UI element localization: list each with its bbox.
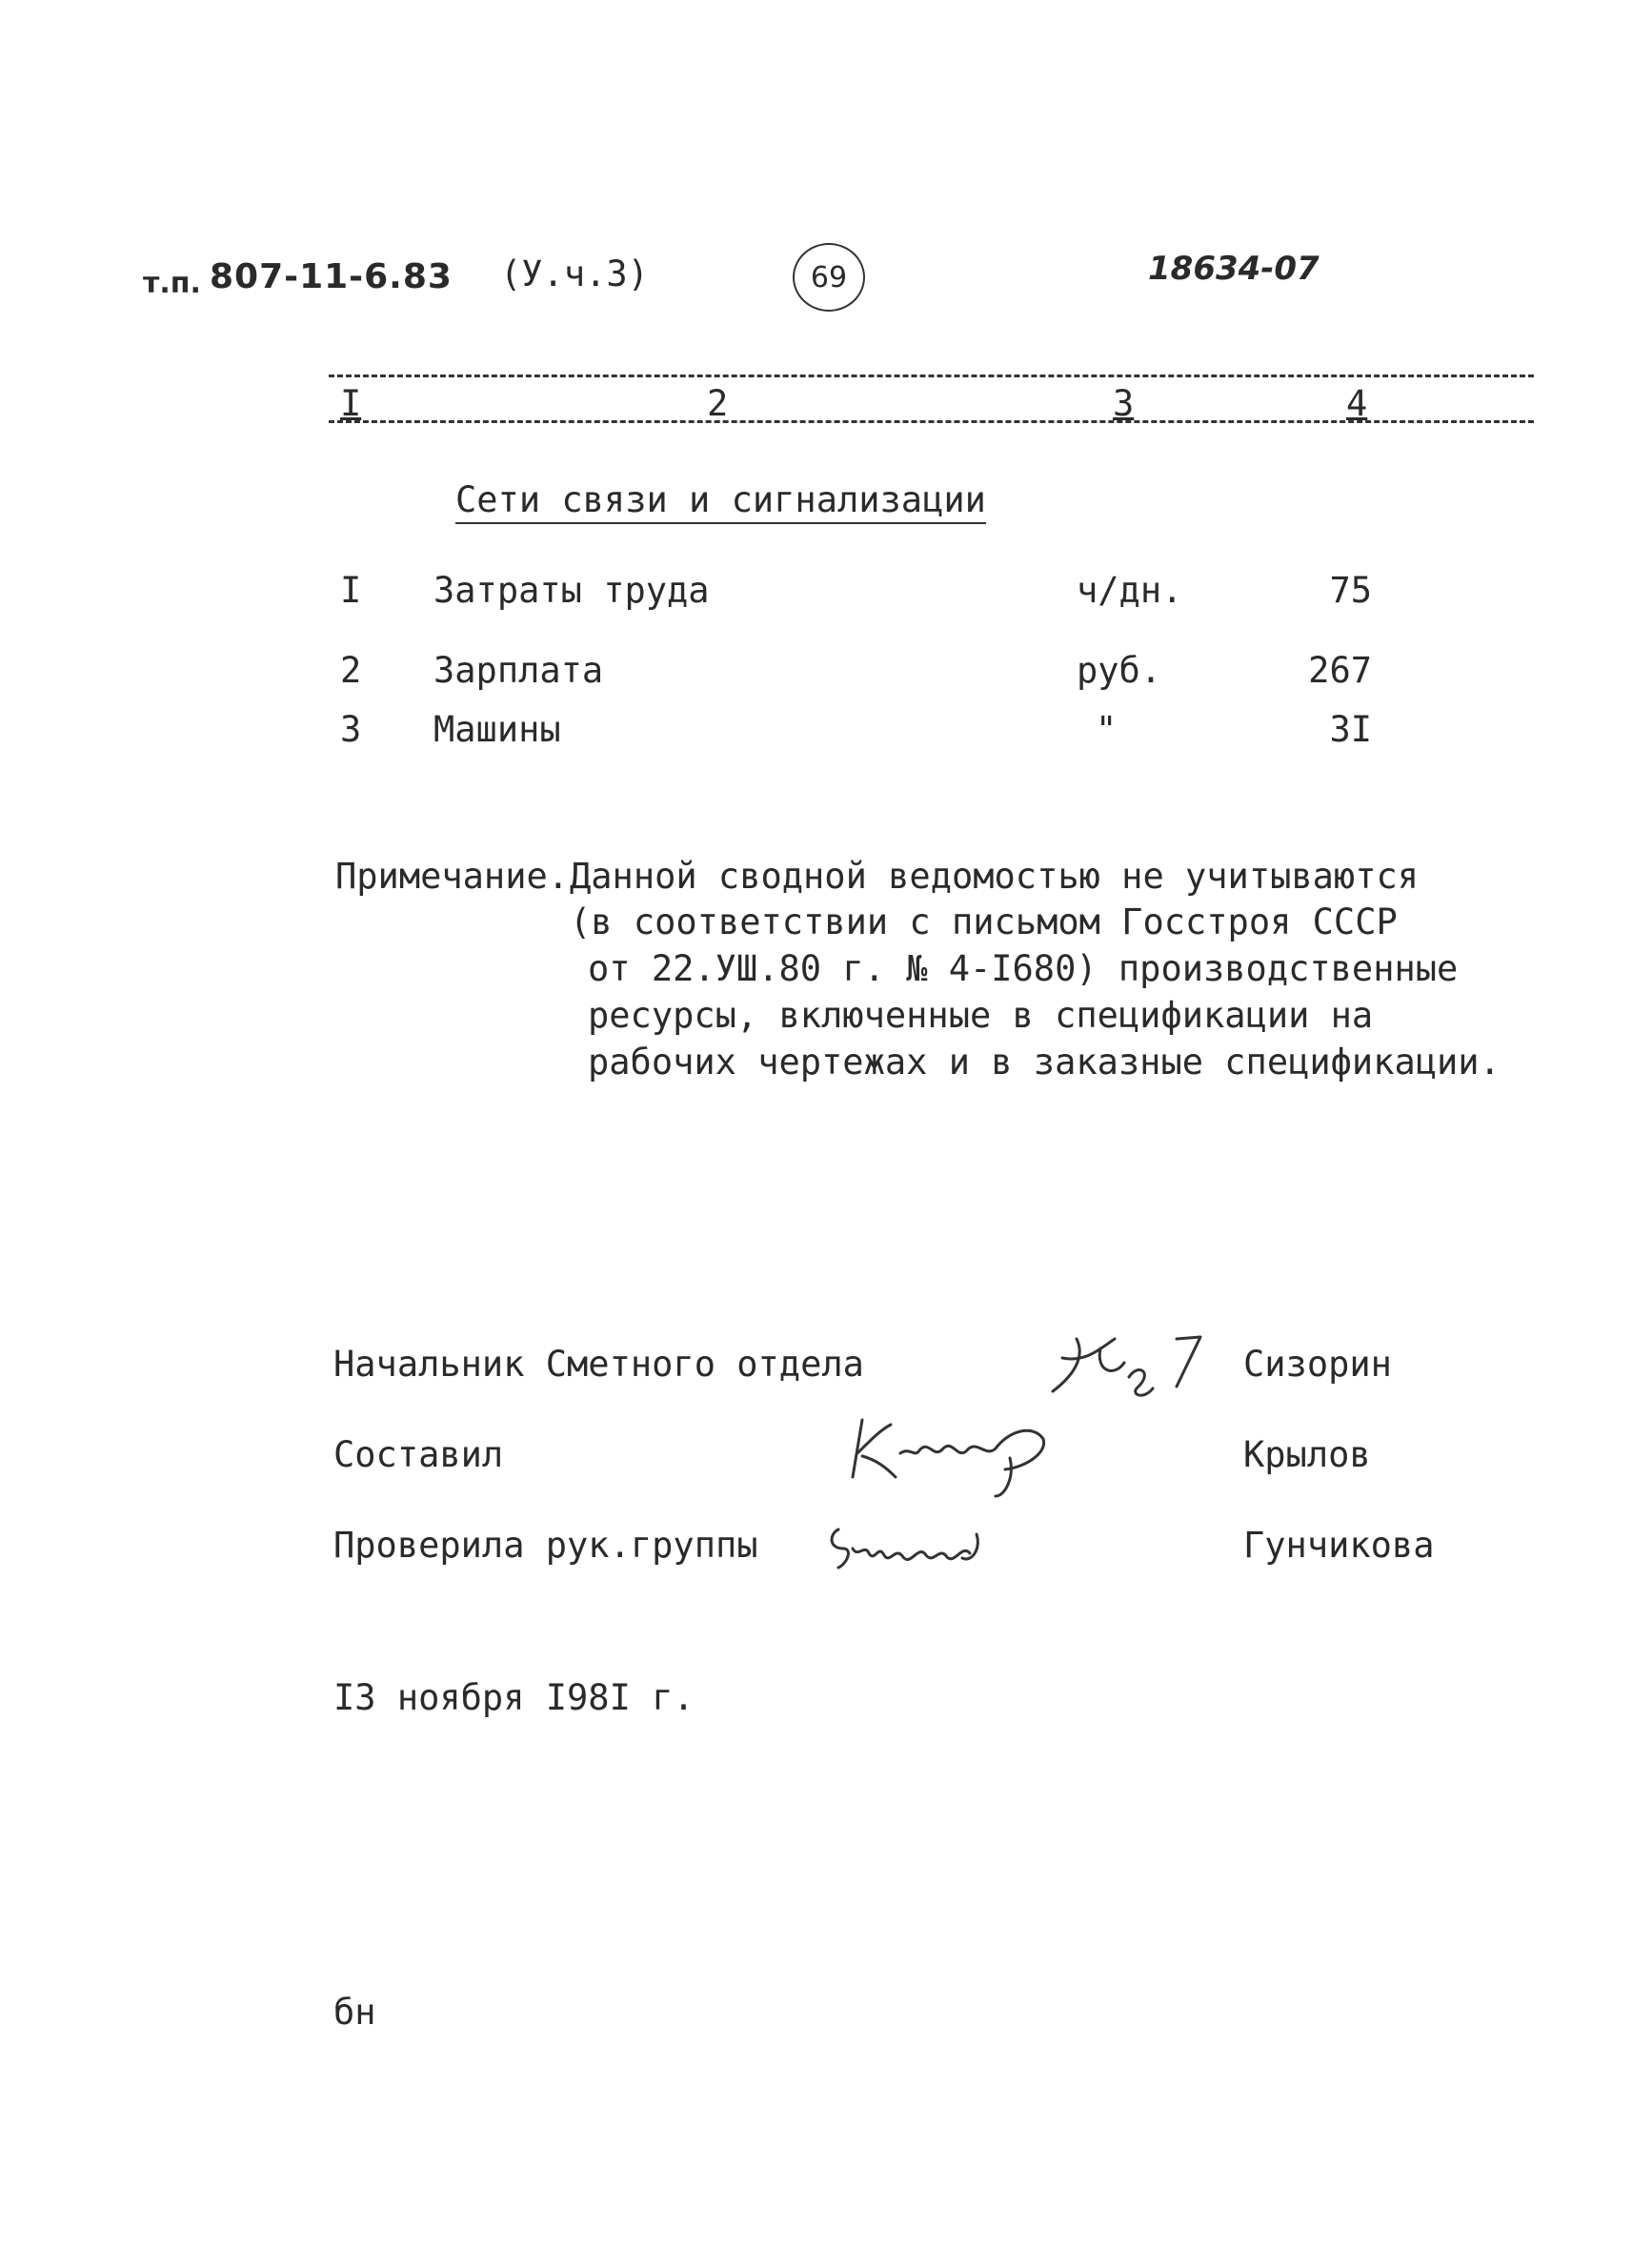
table-header-top-rule — [329, 375, 1534, 377]
section-title: Сети связи и сигнализации — [455, 479, 986, 524]
signature-name: Сизорин — [1243, 1344, 1392, 1385]
footer-mark: бн — [333, 1992, 376, 2033]
row-number: I — [340, 570, 362, 611]
row-unit: руб. — [1077, 650, 1162, 691]
signature-role: Начальник Сметного отдела — [333, 1344, 864, 1385]
doc-prefix: т.п. — [143, 267, 201, 300]
page-number-stamp — [793, 243, 865, 312]
note-line: рабочих чертежах и в заказные спецификации. — [588, 1042, 1501, 1083]
row-name: Машины — [433, 709, 561, 750]
row-name: Зарплата — [433, 650, 604, 691]
document-date: I3 ноября I98I г. — [333, 1677, 695, 1718]
row-value: 267 — [1308, 650, 1372, 691]
note-label: Примечание. — [335, 856, 570, 897]
col-header-4: 4 — [1346, 383, 1368, 424]
note-line: Данной сводной ведомостью не учитываются — [570, 856, 1420, 897]
note-line: ресурсы, включенные в спецификации на — [588, 995, 1374, 1036]
row-name: Затраты труда — [433, 570, 710, 611]
handwritten-signature — [819, 1515, 1010, 1591]
col-header-1: I — [340, 383, 362, 424]
row-unit: " — [1096, 709, 1118, 750]
note-line: от 22.УШ.80 г. № 4-I680) производственные — [588, 948, 1459, 989]
volume-label: (У.ч.3) — [500, 253, 649, 294]
row-value: 75 — [1329, 570, 1372, 611]
note-line: (в соответствии с письмом Госстроя СССР — [570, 901, 1398, 942]
col-header-3: 3 — [1113, 383, 1135, 424]
row-number: 2 — [340, 650, 362, 691]
row-number: 3 — [340, 709, 362, 750]
handwritten-signature — [843, 1401, 1091, 1506]
doc-number: 807-11-6.83 — [210, 257, 453, 296]
signature-role: Составил — [333, 1434, 504, 1475]
page-number: 69 — [810, 260, 848, 294]
signature-role: Проверила рук.группы — [333, 1525, 758, 1566]
row-value: 3I — [1329, 709, 1372, 750]
archive-number: 18634-07 — [1148, 250, 1320, 288]
signature-name: Крылов — [1243, 1434, 1371, 1475]
signature-name: Гунчикова — [1243, 1525, 1435, 1566]
col-header-2: 2 — [707, 383, 729, 424]
row-unit: ч/дн. — [1077, 570, 1183, 611]
